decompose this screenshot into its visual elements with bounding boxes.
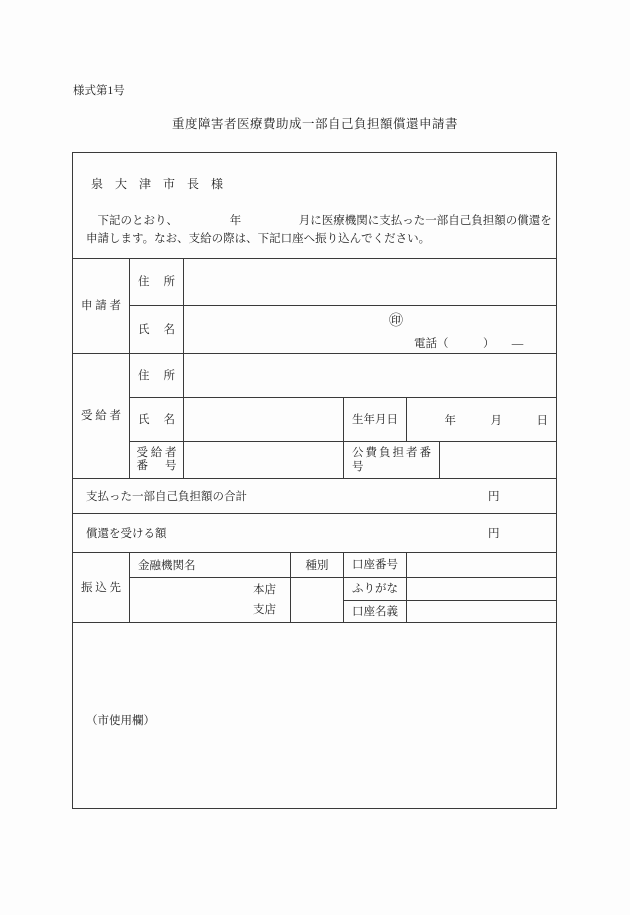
total-yen-unit: 円 bbox=[488, 491, 500, 503]
recipient-address-field bbox=[184, 354, 557, 398]
public-payer-number-field bbox=[440, 442, 557, 479]
applicant-section-cell bbox=[73, 259, 130, 354]
branch-main-label: 本店 bbox=[253, 584, 276, 596]
total-copayment-row bbox=[73, 479, 557, 514]
bank-name-label: 金融機関名 bbox=[138, 560, 196, 572]
application-form-table bbox=[72, 152, 557, 809]
reimbursement-label: 償還を受ける額 bbox=[86, 528, 167, 540]
bank-name-label-cell bbox=[130, 553, 291, 578]
public-payer-number-label: 公費負担者番号 bbox=[352, 447, 431, 473]
form-number: 様式第1号 bbox=[73, 85, 125, 97]
account-number-label: 口座番号 bbox=[352, 559, 398, 571]
reimbursement-row bbox=[73, 514, 557, 553]
recipient-section-cell bbox=[73, 354, 130, 479]
applicant-address-field bbox=[184, 259, 557, 306]
reimbursement-yen-unit: 円 bbox=[488, 528, 500, 540]
transfer-section-label: 振込先 bbox=[81, 581, 121, 594]
furigana-label: ふりがな bbox=[352, 583, 398, 595]
total-copayment-label: 支払った一部自己負担額の合計 bbox=[86, 491, 247, 503]
city-use-box: （市使用欄） bbox=[73, 623, 557, 809]
recipient-address-label: 住所 bbox=[138, 369, 175, 382]
recipient-address-label-cell bbox=[130, 354, 184, 398]
applicant-section-label: 申請者 bbox=[81, 300, 121, 312]
intro-paragraph bbox=[73, 212, 556, 248]
recipient-name-label: 氏名 bbox=[138, 413, 175, 426]
transfer-section-cell bbox=[73, 553, 130, 623]
birthdate-label-cell bbox=[344, 398, 407, 442]
page-title: 重度障害者医療費助成一部自己負担額償還申請書 bbox=[171, 117, 458, 131]
addressee: 泉 大 津 市 長 様 bbox=[91, 176, 224, 191]
seal-mark: ㊞ bbox=[389, 314, 403, 329]
applicant-name-label-cell bbox=[130, 306, 184, 354]
recipient-name-label-cell bbox=[130, 398, 184, 442]
phone-label: 電話（ ） ― bbox=[414, 338, 524, 350]
intro-paragraph-line2: 申請します。なお、支給の際は、下記口座へ振り込んでください。 bbox=[86, 232, 431, 245]
applicant-address-label: 住所 bbox=[138, 276, 175, 288]
intro-paragraph-line1: 下記のとおり、 年 月に医療機関に支払った一部自己負担額の償還を bbox=[86, 214, 552, 227]
bank-branch-field bbox=[130, 578, 291, 623]
account-type-label: 種別 bbox=[291, 553, 344, 578]
recipient-name-field bbox=[184, 398, 344, 442]
birthdate-label: 生年月日 bbox=[352, 413, 398, 426]
recipient-number-label-line2: 番号 bbox=[136, 460, 177, 472]
recipient-number-label-line1: 受給者 bbox=[136, 447, 177, 459]
account-holder-label-cell bbox=[344, 601, 407, 623]
furigana-field bbox=[407, 578, 557, 601]
applicant-name-field bbox=[184, 306, 557, 354]
applicant-address-label-cell bbox=[130, 259, 184, 306]
account-type-field bbox=[291, 578, 344, 623]
form-header-cell bbox=[73, 153, 557, 259]
recipient-number-field bbox=[184, 442, 344, 479]
birthdate-field: 年 月 日 bbox=[407, 398, 557, 442]
recipient-section-label: 受給者 bbox=[81, 410, 121, 422]
account-number-label-cell bbox=[344, 553, 407, 578]
furigana-label-cell bbox=[344, 578, 407, 601]
account-number-field bbox=[407, 553, 557, 578]
applicant-name-label: 氏名 bbox=[138, 323, 175, 336]
recipient-number-label-cell bbox=[130, 442, 184, 479]
account-holder-label: 口座名義 bbox=[352, 605, 398, 618]
branch-sub-label: 支店 bbox=[253, 604, 276, 616]
account-holder-field bbox=[407, 601, 557, 623]
public-payer-number-label-cell bbox=[344, 442, 440, 479]
